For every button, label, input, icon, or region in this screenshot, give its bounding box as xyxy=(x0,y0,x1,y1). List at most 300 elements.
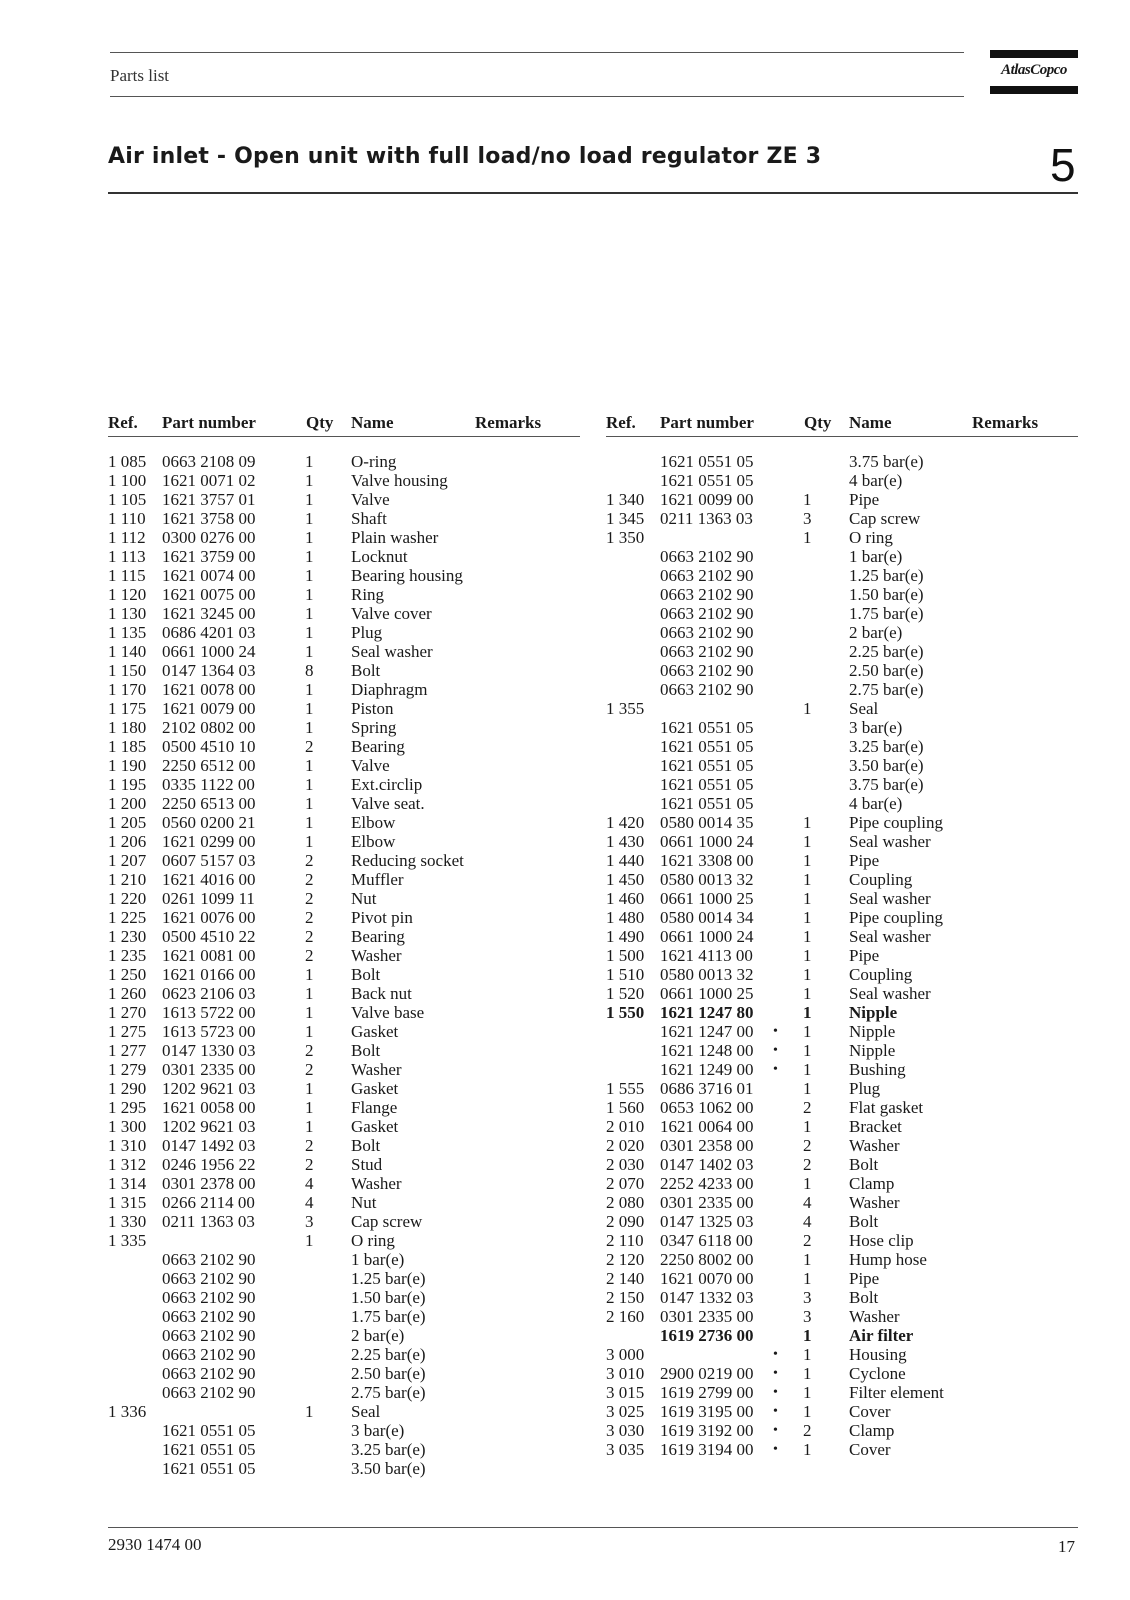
name-cell: 2 bar(e) xyxy=(849,623,903,642)
logo-top-bar xyxy=(990,50,1078,58)
name-cell: Nut xyxy=(351,1193,377,1212)
part-number-cell: 1621 0551 05 xyxy=(162,1421,256,1440)
ref-cell: 1 150 xyxy=(108,661,147,680)
part-number-cell: 0663 2102 90 xyxy=(660,642,754,661)
part-number-cell: 0663 2102 90 xyxy=(162,1326,256,1345)
name-cell: Washer xyxy=(351,1060,402,1079)
name-cell: Pipe xyxy=(849,1269,880,1288)
part-number-cell: 0663 2102 90 xyxy=(660,566,754,585)
qty-cell: 3 xyxy=(803,1288,812,1307)
name-cell: Flange xyxy=(351,1098,398,1117)
qty-cell: 2 xyxy=(305,851,314,870)
part-number-cell: 1621 0299 00 xyxy=(162,832,256,851)
name-cell: Pipe coupling xyxy=(849,813,943,832)
name-cell: Bolt xyxy=(849,1155,879,1174)
qty-cell: 1 xyxy=(305,1022,314,1041)
part-number-cell: 1619 3192 00 xyxy=(660,1421,754,1440)
name-cell: 3 bar(e) xyxy=(849,718,903,737)
part-number-cell: 0661 1000 25 xyxy=(660,984,754,1003)
part-number-cell: 0147 1402 03 xyxy=(660,1155,754,1174)
qty-cell: 1 xyxy=(305,1402,314,1421)
part-number-cell: 0560 0200 21 xyxy=(162,813,256,832)
ref-cell: 3 025 xyxy=(606,1402,645,1421)
ref-cell: 1 550 xyxy=(606,1003,645,1022)
name-cell: 3.75 bar(e) xyxy=(849,775,924,794)
part-number-cell: 1621 0551 05 xyxy=(660,775,754,794)
name-cell: Valve xyxy=(351,756,390,775)
ref-cell: 1 220 xyxy=(108,889,147,908)
part-number-cell: 0347 6118 00 xyxy=(660,1231,753,1250)
part-number-cell: 0661 1000 24 xyxy=(660,832,754,851)
qty-cell: 1 xyxy=(803,946,812,965)
name-cell: Diaphragm xyxy=(351,680,428,699)
name-cell: Reducing socket xyxy=(351,851,464,870)
name-cell: Plug xyxy=(351,623,383,642)
qty-cell: 1 xyxy=(803,889,812,908)
part-number-cell: 0686 4201 03 xyxy=(162,623,256,642)
ref-cell: 1 340 xyxy=(606,490,645,509)
qty-cell: 8 xyxy=(305,661,314,680)
table-header-rule xyxy=(108,436,580,437)
qty-cell: 1 xyxy=(305,547,314,566)
ref-cell: 3 015 xyxy=(606,1383,645,1402)
part-number-cell: 1621 0071 02 xyxy=(162,471,256,490)
part-number-cell: 1621 0099 00 xyxy=(660,490,754,509)
qty-cell: 2 xyxy=(803,1421,812,1440)
name-cell: Spring xyxy=(351,718,397,737)
bullet-marker: • xyxy=(773,1062,778,1077)
name-cell: Housing xyxy=(849,1345,907,1364)
part-number-cell: 1621 0551 05 xyxy=(660,718,754,737)
name-cell: Nipple xyxy=(849,1003,898,1022)
name-cell: Seal xyxy=(351,1402,381,1421)
name-cell: 3.25 bar(e) xyxy=(849,737,924,756)
qty-cell: 1 xyxy=(305,794,314,813)
name-cell: Valve seat. xyxy=(351,794,425,813)
name-cell: Washer xyxy=(849,1193,900,1212)
part-number-cell: 1619 3194 00 xyxy=(660,1440,754,1459)
name-cell: 1 bar(e) xyxy=(351,1250,405,1269)
qty-cell: 2 xyxy=(803,1098,812,1117)
qty-cell: 1 xyxy=(803,1269,812,1288)
ref-cell: 1 420 xyxy=(606,813,645,832)
col-part-header: Part number xyxy=(162,413,256,432)
qty-cell: 2 xyxy=(305,1060,314,1079)
qty-cell: 1 xyxy=(305,813,314,832)
ref-cell: 1 130 xyxy=(108,604,147,623)
name-cell: Ext.circlip xyxy=(351,775,423,794)
name-cell: Seal washer xyxy=(351,642,433,661)
name-cell: 2.75 bar(e) xyxy=(849,680,924,699)
qty-cell: 1 xyxy=(305,623,314,642)
qty-cell: 2 xyxy=(305,946,314,965)
name-cell: Seal xyxy=(849,699,879,718)
part-number-cell: 1621 0551 05 xyxy=(660,737,754,756)
qty-cell: 3 xyxy=(803,509,812,528)
bullet-marker: • xyxy=(773,1442,778,1457)
name-cell: 1.75 bar(e) xyxy=(849,604,924,623)
ref-cell: 1 210 xyxy=(108,870,147,889)
col-remarks-header: Remarks xyxy=(972,413,1039,432)
document-number: 2930 1474 00 xyxy=(108,1535,202,1554)
ref-cell: 1 115 xyxy=(108,566,146,585)
name-cell: 2 bar(e) xyxy=(351,1326,405,1345)
part-number-cell: 0147 1492 03 xyxy=(162,1136,256,1155)
name-cell: Pipe xyxy=(849,490,880,509)
name-cell: O-ring xyxy=(351,452,397,471)
name-cell: Piston xyxy=(351,699,394,718)
ref-cell: 1 460 xyxy=(606,889,645,908)
ref-cell: 1 480 xyxy=(606,908,645,927)
qty-cell: 3 xyxy=(305,1212,314,1231)
name-cell: Bearing xyxy=(351,927,405,946)
part-number-cell: 2250 8002 00 xyxy=(660,1250,754,1269)
part-number-cell: 0301 2335 00 xyxy=(660,1193,754,1212)
name-cell: Plug xyxy=(849,1079,881,1098)
ref-cell: 1 555 xyxy=(606,1079,645,1098)
name-cell: 1.75 bar(e) xyxy=(351,1307,426,1326)
ref-cell: 3 035 xyxy=(606,1440,645,1459)
part-number-cell: 1621 3759 00 xyxy=(162,547,256,566)
qty-cell: 1 xyxy=(305,1117,314,1136)
ref-cell: 2 070 xyxy=(606,1174,645,1193)
ref-cell: 1 085 xyxy=(108,452,147,471)
ref-cell: 1 350 xyxy=(606,528,645,547)
part-number-cell: 0663 2102 90 xyxy=(660,585,754,604)
qty-cell: 1 xyxy=(305,490,314,509)
col-qty-header: Qty xyxy=(306,413,334,432)
logo-text: AtlasCopco xyxy=(1001,62,1067,78)
qty-cell: 2 xyxy=(803,1136,812,1155)
part-number-cell: 0500 4510 22 xyxy=(162,927,256,946)
qty-cell: 1 xyxy=(803,1402,812,1421)
name-cell: Flat gasket xyxy=(849,1098,924,1117)
qty-cell: 2 xyxy=(305,870,314,889)
qty-cell: 1 xyxy=(305,718,314,737)
ref-cell: 1 355 xyxy=(606,699,645,718)
part-number-cell: 1202 9621 03 xyxy=(162,1079,256,1098)
part-number-cell: 0663 2102 90 xyxy=(162,1383,256,1402)
name-cell: 4 bar(e) xyxy=(849,471,903,490)
ref-cell: 1 112 xyxy=(108,528,146,547)
name-cell: Plain washer xyxy=(351,528,439,547)
part-number-cell: 1621 0074 00 xyxy=(162,566,256,585)
part-number-cell: 0663 2102 90 xyxy=(660,680,754,699)
qty-cell: 2 xyxy=(305,908,314,927)
name-cell: 2.25 bar(e) xyxy=(849,642,924,661)
ref-cell: 1 312 xyxy=(108,1155,147,1174)
part-number-cell: 2900 0219 00 xyxy=(660,1364,754,1383)
name-cell: Bearing xyxy=(351,737,405,756)
name-cell: 2.25 bar(e) xyxy=(351,1345,426,1364)
header-label: Parts list xyxy=(110,66,170,85)
qty-cell: 2 xyxy=(305,737,314,756)
ref-cell: 1 279 xyxy=(108,1060,147,1079)
part-number-cell: 1621 4113 00 xyxy=(660,946,753,965)
name-cell: 3.50 bar(e) xyxy=(849,756,924,775)
name-cell: Hump hose xyxy=(849,1250,927,1269)
ref-cell: 1 250 xyxy=(108,965,147,984)
name-cell: Valve xyxy=(351,490,390,509)
name-cell: Bearing housing xyxy=(351,566,463,585)
ref-cell: 1 105 xyxy=(108,490,147,509)
name-cell: Cap screw xyxy=(351,1212,423,1231)
ref-cell: 1 110 xyxy=(108,509,146,528)
part-number-cell: 0663 2102 90 xyxy=(162,1307,256,1326)
name-cell: Valve housing xyxy=(351,471,448,490)
name-cell: Washer xyxy=(351,1174,402,1193)
qty-cell: 1 xyxy=(305,509,314,528)
ref-cell: 2 150 xyxy=(606,1288,645,1307)
part-number-cell: 0661 1000 24 xyxy=(162,642,256,661)
name-cell: 3.75 bar(e) xyxy=(849,452,924,471)
ref-cell: 1 270 xyxy=(108,1003,147,1022)
part-number-cell: 0261 1099 11 xyxy=(162,889,255,908)
bullet-marker: • xyxy=(773,1366,778,1381)
ref-cell: 1 207 xyxy=(108,851,147,870)
ref-cell: 1 440 xyxy=(606,851,645,870)
qty-cell: 1 xyxy=(803,851,812,870)
part-number-cell: 0211 1363 03 xyxy=(660,509,753,528)
ref-cell: 1 335 xyxy=(108,1231,147,1250)
ref-cell: 1 120 xyxy=(108,585,147,604)
part-number-cell: 0335 1122 00 xyxy=(162,775,255,794)
part-number-cell: 1621 3757 01 xyxy=(162,490,256,509)
name-cell: Ring xyxy=(351,585,385,604)
part-number-cell: 0580 0014 35 xyxy=(660,813,754,832)
ref-cell: 3 010 xyxy=(606,1364,645,1383)
ref-cell: 1 225 xyxy=(108,908,147,927)
qty-cell: 2 xyxy=(305,1041,314,1060)
ref-cell: 2 090 xyxy=(606,1212,645,1231)
part-number-cell: 1621 1248 00 xyxy=(660,1041,754,1060)
name-cell: Clamp xyxy=(849,1421,895,1440)
name-cell: 2.75 bar(e) xyxy=(351,1383,426,1402)
part-number-cell: 1613 5722 00 xyxy=(162,1003,256,1022)
name-cell: Air filter xyxy=(849,1326,914,1345)
name-cell: Coupling xyxy=(849,965,913,984)
part-number-cell: 0623 2106 03 xyxy=(162,984,256,1003)
name-cell: Elbow xyxy=(351,832,396,851)
qty-cell: 1 xyxy=(803,1117,812,1136)
qty-cell: 1 xyxy=(305,1098,314,1117)
ref-cell: 1 205 xyxy=(108,813,147,832)
part-number-cell: 1621 1247 80 xyxy=(660,1003,754,1022)
header-bottom-rule xyxy=(110,96,964,97)
ref-cell: 1 113 xyxy=(108,547,146,566)
qty-cell: 1 xyxy=(803,1003,812,1022)
bullet-marker: • xyxy=(773,1423,778,1438)
qty-cell: 1 xyxy=(305,680,314,699)
name-cell: Elbow xyxy=(351,813,396,832)
qty-cell: 1 xyxy=(305,1003,314,1022)
qty-cell: 1 xyxy=(803,813,812,832)
name-cell: Nipple xyxy=(849,1022,896,1041)
qty-cell: 1 xyxy=(803,1345,812,1364)
ref-cell: 2 110 xyxy=(606,1231,644,1250)
part-number-cell: 0301 2335 00 xyxy=(162,1060,256,1079)
name-cell: Hose clip xyxy=(849,1231,914,1250)
name-cell: Valve cover xyxy=(351,604,432,623)
part-number-cell: 0147 1332 03 xyxy=(660,1288,754,1307)
part-number-cell: 2250 6513 00 xyxy=(162,794,256,813)
qty-cell: 3 xyxy=(803,1307,812,1326)
qty-cell: 1 xyxy=(305,1231,314,1250)
qty-cell: 1 xyxy=(305,832,314,851)
qty-cell: 1 xyxy=(305,775,314,794)
qty-cell: 1 xyxy=(305,756,314,775)
atlas-copco-logo xyxy=(990,50,1078,94)
part-number-cell: 0653 1062 00 xyxy=(660,1098,754,1117)
ref-cell: 1 450 xyxy=(606,870,645,889)
name-cell: O ring xyxy=(351,1231,395,1250)
part-number-cell: 0500 4510 10 xyxy=(162,737,256,756)
ref-cell: 3 000 xyxy=(606,1345,645,1364)
title-rule xyxy=(108,192,1078,194)
part-number-cell: 1621 0551 05 xyxy=(162,1440,256,1459)
part-number-cell: 0663 2102 90 xyxy=(162,1345,256,1364)
name-cell: Seal washer xyxy=(849,927,931,946)
qty-cell: 2 xyxy=(305,1136,314,1155)
ref-cell: 1 260 xyxy=(108,984,147,1003)
part-number-cell: 1621 0078 00 xyxy=(162,680,256,699)
name-cell: Cyclone xyxy=(849,1364,906,1383)
ref-cell: 2 140 xyxy=(606,1269,645,1288)
col-name-header: Name xyxy=(849,413,892,432)
name-cell: Bolt xyxy=(351,1041,381,1060)
part-number-cell: 0663 2102 90 xyxy=(660,604,754,623)
ref-cell: 1 500 xyxy=(606,946,645,965)
ref-cell: 1 430 xyxy=(606,832,645,851)
name-cell: Washer xyxy=(351,946,402,965)
ref-cell: 1 200 xyxy=(108,794,147,813)
name-cell: 3 bar(e) xyxy=(351,1421,405,1440)
name-cell: Cover xyxy=(849,1402,891,1421)
part-number-cell: 0663 2102 90 xyxy=(162,1250,256,1269)
qty-cell: 1 xyxy=(803,1041,812,1060)
col-qty-header: Qty xyxy=(804,413,832,432)
name-cell: Back nut xyxy=(351,984,412,1003)
ref-cell: 2 120 xyxy=(606,1250,645,1269)
logo-bottom-bar xyxy=(990,86,1078,94)
name-cell: Gasket xyxy=(351,1079,399,1098)
name-cell: 3.25 bar(e) xyxy=(351,1440,426,1459)
name-cell: Gasket xyxy=(351,1117,399,1136)
qty-cell: 1 xyxy=(803,965,812,984)
part-number-cell: 0580 0013 32 xyxy=(660,870,754,889)
part-number-cell: 0147 1330 03 xyxy=(162,1041,256,1060)
qty-cell: 1 xyxy=(803,984,812,1003)
ref-cell: 1 315 xyxy=(108,1193,147,1212)
ref-cell: 1 510 xyxy=(606,965,645,984)
name-cell: Shaft xyxy=(351,509,387,528)
part-number-cell: 0661 1000 25 xyxy=(660,889,754,908)
ref-cell: 1 175 xyxy=(108,699,147,718)
name-cell: Muffler xyxy=(351,870,404,889)
ref-cell: 1 330 xyxy=(108,1212,147,1231)
qty-cell: 1 xyxy=(803,1383,812,1402)
ref-cell: 2 030 xyxy=(606,1155,645,1174)
name-cell: Washer xyxy=(849,1136,900,1155)
part-number-cell: 1621 4016 00 xyxy=(162,870,256,889)
col-remarks-header: Remarks xyxy=(475,413,542,432)
qty-cell: 2 xyxy=(803,1155,812,1174)
ref-cell: 1 490 xyxy=(606,927,645,946)
name-cell: 1.25 bar(e) xyxy=(849,566,924,585)
part-number-cell: 0147 1325 03 xyxy=(660,1212,754,1231)
qty-cell: 1 xyxy=(305,699,314,718)
part-number-cell: 0300 0276 00 xyxy=(162,528,256,547)
part-number-cell: 0607 5157 03 xyxy=(162,851,256,870)
name-cell: Seal washer xyxy=(849,889,931,908)
qty-cell: 4 xyxy=(305,1193,314,1212)
qty-cell: 1 xyxy=(305,642,314,661)
qty-cell: 1 xyxy=(305,566,314,585)
qty-cell: 1 xyxy=(803,1326,812,1345)
qty-cell: 1 xyxy=(803,528,812,547)
qty-cell: 1 xyxy=(803,1364,812,1383)
bullet-marker: • xyxy=(773,1043,778,1058)
name-cell: Seal washer xyxy=(849,832,931,851)
qty-cell: 1 xyxy=(305,965,314,984)
part-number-cell: 1619 2736 00 xyxy=(660,1326,754,1345)
ref-cell: 1 180 xyxy=(108,718,147,737)
part-number-cell: 1621 0166 00 xyxy=(162,965,256,984)
part-number-cell: 1621 3308 00 xyxy=(660,851,754,870)
ref-cell: 2 160 xyxy=(606,1307,645,1326)
ref-cell: 1 100 xyxy=(108,471,147,490)
qty-cell: 1 xyxy=(803,1174,812,1193)
header-top-rule xyxy=(110,52,964,53)
ref-cell: 1 170 xyxy=(108,680,147,699)
name-cell: 2.50 bar(e) xyxy=(351,1364,426,1383)
part-number-cell: 0580 0014 34 xyxy=(660,908,754,927)
ref-cell: 1 275 xyxy=(108,1022,147,1041)
qty-cell: 4 xyxy=(803,1193,812,1212)
ref-cell: 1 135 xyxy=(108,623,147,642)
qty-cell: 1 xyxy=(305,471,314,490)
col-name-header: Name xyxy=(351,413,394,432)
name-cell: Bolt xyxy=(849,1212,879,1231)
part-number-cell: 2250 6512 00 xyxy=(162,756,256,775)
ref-cell: 1 290 xyxy=(108,1079,147,1098)
bullet-marker: • xyxy=(773,1347,778,1362)
name-cell: Washer xyxy=(849,1307,900,1326)
ref-cell: 1 336 xyxy=(108,1402,147,1421)
part-number-cell: 1621 0551 05 xyxy=(162,1459,256,1478)
ref-cell: 1 190 xyxy=(108,756,147,775)
qty-cell: 2 xyxy=(803,1231,812,1250)
part-number-cell: 1202 9621 03 xyxy=(162,1117,256,1136)
part-number-cell: 1619 2799 00 xyxy=(660,1383,754,1402)
part-number-cell: 1621 0075 00 xyxy=(162,585,256,604)
ref-cell: 3 030 xyxy=(606,1421,645,1440)
name-cell: Pipe xyxy=(849,946,880,965)
name-cell: Bolt xyxy=(351,1136,381,1155)
name-cell: 1.50 bar(e) xyxy=(849,585,924,604)
qty-cell: 1 xyxy=(305,585,314,604)
name-cell: 2.50 bar(e) xyxy=(849,661,924,680)
name-cell: Cover xyxy=(849,1440,891,1459)
name-cell: 3.50 bar(e) xyxy=(351,1459,426,1478)
name-cell: Filter element xyxy=(849,1383,944,1402)
name-cell: Coupling xyxy=(849,870,913,889)
footer-rule xyxy=(108,1527,1078,1528)
name-cell: Pipe xyxy=(849,851,880,870)
part-number-cell: 0663 2102 90 xyxy=(660,661,754,680)
ref-cell: 1 310 xyxy=(108,1136,147,1155)
name-cell: Locknut xyxy=(351,547,408,566)
